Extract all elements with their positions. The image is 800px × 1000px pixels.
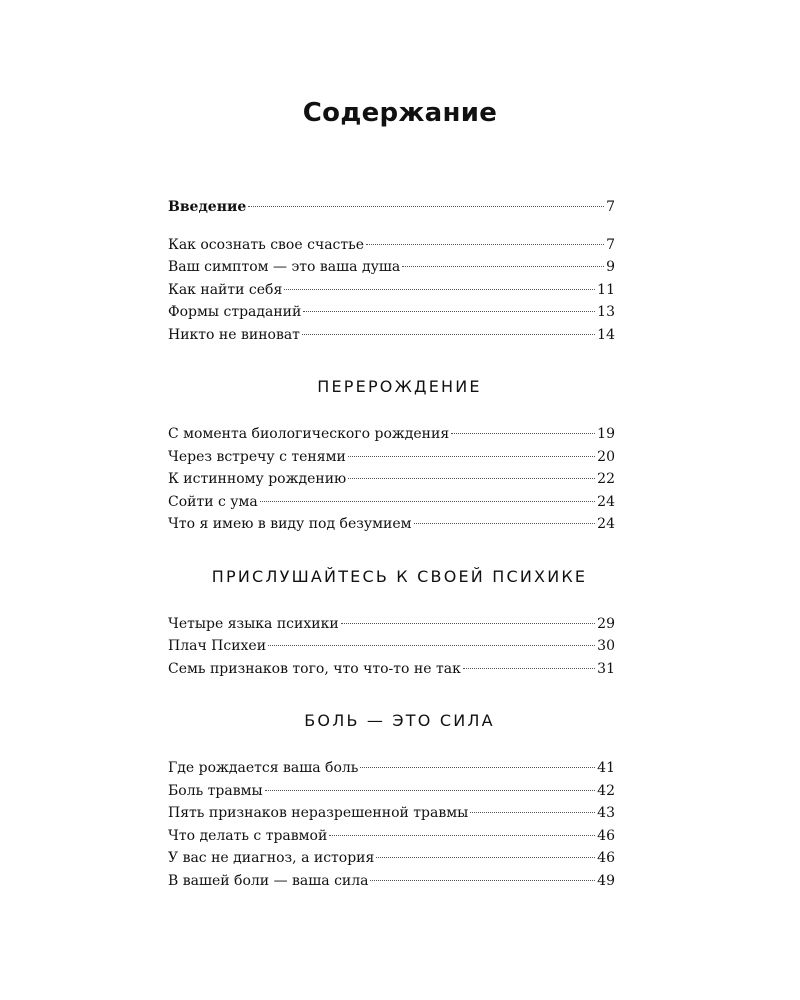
toc-page-number: 41 — [597, 760, 615, 776]
toc-entry-label: Как осознать свое счастье — [168, 236, 365, 253]
toc-entry-label: Ваш симптом — это ваша душа — [168, 259, 401, 275]
toc-entry-introduction[interactable] — [168, 196, 615, 219]
dot-leader — [348, 456, 595, 457]
toc-entry[interactable] — [168, 513, 615, 536]
section-heading-listen-to-psyche: ПРИСЛУШАЙТЕСЬ К СВОЕЙ ПСИХИКЕ — [211, 566, 588, 586]
toc-entry-label: Что делать с травмой — [168, 827, 328, 844]
toc-page-number: 19 — [597, 426, 615, 442]
toc-entry[interactable] — [168, 825, 615, 848]
toc-entry[interactable] — [168, 468, 615, 491]
toc-page-number: 9 — [606, 259, 615, 275]
toc-entry[interactable] — [168, 613, 615, 636]
dot-leader — [248, 206, 604, 207]
spacer — [168, 219, 615, 234]
toc-entry[interactable] — [168, 780, 615, 803]
toc-entry-label: В вашей боли — ваша сила — [168, 872, 369, 889]
toc-page-number: 24 — [597, 516, 615, 532]
toc-entry[interactable] — [168, 423, 615, 446]
toc-entry[interactable] — [168, 491, 615, 514]
toc-entry-label: Введение — [168, 199, 247, 215]
toc-group-pain — [168, 757, 615, 892]
dot-leader — [370, 880, 595, 881]
dot-leader — [451, 433, 595, 434]
toc-entry-label: Четыре языка психики — [168, 615, 339, 632]
toc-entry-label: Семь признаков того, что что-то не так — [168, 660, 461, 677]
toc-entry-label: Что я имею в виду под безумием — [168, 516, 412, 532]
toc-entry[interactable] — [168, 802, 615, 825]
toc-page-number: 46 — [597, 827, 615, 844]
toc-entry[interactable] — [168, 847, 615, 870]
toc-page-number: 31 — [597, 660, 615, 677]
toc-entry[interactable] — [168, 279, 615, 302]
dot-leader — [348, 478, 595, 479]
toc-entry[interactable] — [168, 658, 615, 681]
toc-page-number: 20 — [597, 448, 615, 465]
toc-page-number: 13 — [597, 304, 615, 320]
toc-entry[interactable] — [168, 301, 615, 324]
toc-page-number: 7 — [606, 199, 615, 215]
toc-entry[interactable] — [168, 446, 615, 469]
dot-leader — [329, 835, 595, 836]
toc-page-number: 43 — [597, 805, 615, 821]
toc-entry[interactable] — [168, 324, 615, 347]
dot-leader — [463, 668, 595, 669]
toc-entry[interactable] — [168, 234, 615, 257]
toc-page-number: 42 — [597, 782, 615, 799]
toc-page-number: 30 — [597, 638, 615, 654]
dot-leader — [360, 767, 595, 768]
dot-leader — [366, 244, 604, 245]
toc-entry-label: К истинному рождению — [168, 471, 347, 487]
dot-leader — [260, 501, 595, 502]
toc-entry-label: Боль травмы — [168, 782, 263, 799]
dot-leader — [402, 266, 604, 267]
toc-page-number: 14 — [597, 326, 615, 343]
toc-entry-label: Через встречу с тенями — [168, 448, 346, 465]
toc-entry-label: Никто не виноват — [168, 326, 300, 343]
toc-group-intro — [168, 234, 615, 347]
page-title: Содержание — [302, 98, 498, 128]
toc-entry[interactable] — [168, 256, 615, 279]
toc-page-number: 24 — [597, 493, 615, 510]
toc-page-number: 46 — [597, 850, 615, 866]
dot-leader — [302, 334, 595, 335]
toc-entry-label: С момента биологического рождения — [168, 426, 450, 442]
section-heading-pain-is-strength: БОЛЬ — ЭТО СИЛА — [304, 711, 495, 730]
toc-entry-label: Плач Психеи — [168, 638, 267, 654]
toc-entry[interactable] — [168, 635, 615, 658]
toc-entry-label: Как найти себя — [168, 281, 283, 298]
toc-page-number: 29 — [597, 615, 615, 632]
toc-group-psyche — [168, 613, 615, 681]
dot-leader — [268, 645, 595, 646]
dot-leader — [284, 289, 595, 290]
dot-leader — [265, 790, 596, 791]
toc-entry-label: У вас не диагноз, а история — [168, 850, 375, 866]
toc-entry[interactable] — [168, 870, 615, 893]
dot-leader — [303, 311, 595, 312]
dot-leader — [470, 812, 595, 813]
toc-entry-label: Где рождается ваша боль — [168, 760, 359, 776]
toc-page-number: 7 — [606, 236, 615, 253]
dot-leader — [341, 623, 596, 624]
toc-page-number: 11 — [597, 281, 615, 298]
toc-entry-label: Пять признаков неразрешенной травмы — [168, 805, 469, 821]
table-of-contents — [168, 196, 615, 892]
section-heading-rebirth: ПЕРЕРОЖДЕНИЕ — [317, 377, 482, 396]
toc-page-number: 49 — [597, 872, 615, 889]
dot-leader — [414, 523, 596, 524]
dot-leader — [376, 857, 595, 858]
toc-entry-label: Формы страданий — [168, 304, 302, 320]
toc-entry[interactable] — [168, 757, 615, 780]
toc-entry-label: Сойти с ума — [168, 493, 258, 510]
toc-group-rebirth — [168, 423, 615, 536]
toc-page-number: 22 — [597, 471, 615, 487]
